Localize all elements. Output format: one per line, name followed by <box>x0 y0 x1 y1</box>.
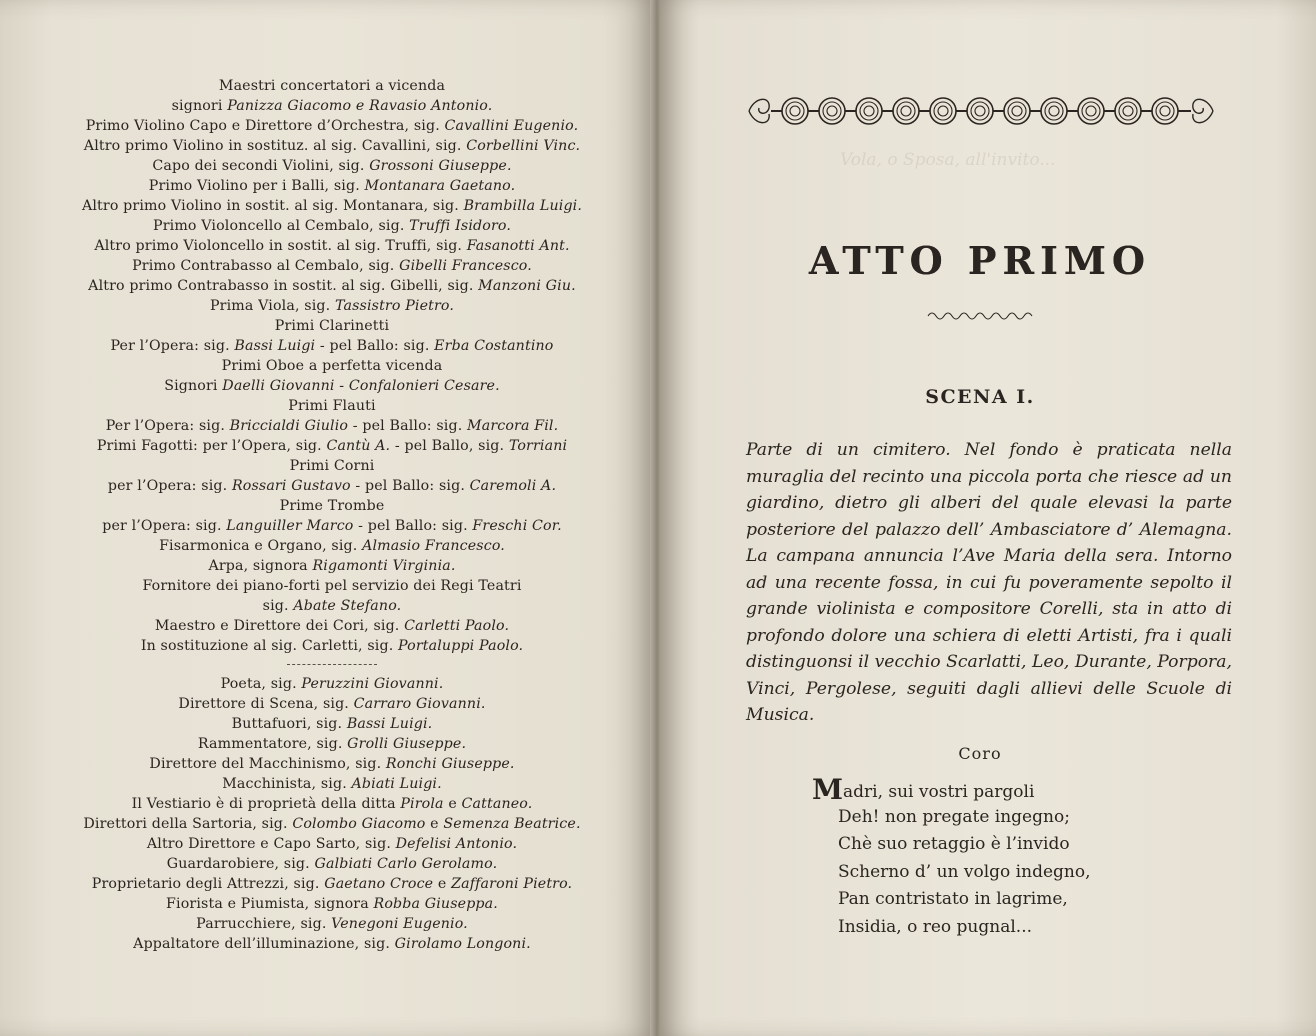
person-name: Abate Stefano. <box>293 598 402 614</box>
credit-role: Prima Viola, sig. <box>209 298 335 314</box>
credit-line <box>56 336 608 356</box>
credit-role: Capo dei secondi Violini, sig. <box>152 158 370 174</box>
credit-role: Fornitore dei piano-forti pel servizio dei Regi Teatri <box>142 578 522 594</box>
credit-role: Altro primo Violino in sostituz. al sig. Cavallini, sig. <box>83 138 467 154</box>
person-name: Caremoli A. <box>469 478 557 494</box>
credit-role: sig. <box>262 598 294 614</box>
credit-role: Direttore di Scena, sig. <box>178 696 354 712</box>
credit-role: Rammentatore, sig. <box>197 736 348 752</box>
credit-line <box>56 774 608 794</box>
person-name: Montanara Gaetano. <box>364 178 516 194</box>
credit-role: Per l’Opera: sig. <box>110 338 235 354</box>
person-name: Bassi Luigi <box>234 338 316 354</box>
credit-role: e <box>425 816 444 832</box>
person-name: Portaluppi Paolo. <box>398 638 524 654</box>
credit-role: Altro Direttore e Capo Sarto, sig. <box>146 836 396 852</box>
person-name: Peruzzini Giovanni. <box>301 676 444 692</box>
credit-line <box>56 216 608 236</box>
verse-line: Insidia, o reo pugnal... <box>838 916 1032 937</box>
credit-line <box>56 754 608 774</box>
person-name: Abiati Luigi. <box>351 776 442 792</box>
credit-line <box>56 636 608 656</box>
credit-line <box>56 674 608 694</box>
person-name: Gibelli Francesco. <box>399 258 532 274</box>
scene-title: SCENA I. <box>925 386 1035 408</box>
person-name: Briccialdi Giulio <box>229 418 349 434</box>
credit-role: Poeta, sig. <box>220 676 302 692</box>
credit-role: Parrucchiere, sig. <box>196 916 332 932</box>
person-name: Cavallini Eugenio. <box>444 118 579 134</box>
person-name: Truffi Isidoro. <box>409 218 511 234</box>
credit-line <box>56 576 608 596</box>
credit-role: Primi Flauti <box>288 398 376 414</box>
credit-line <box>56 694 608 714</box>
credit-line <box>56 316 608 336</box>
person-name: Torriani <box>508 438 568 454</box>
verse-line: Deh! non pregate ingegno; <box>838 806 1070 827</box>
credit-line <box>56 714 608 734</box>
person-name: Ronchi Giuseppe. <box>385 756 515 772</box>
person-name: Erba Costantino <box>434 338 554 354</box>
credit-line <box>56 596 608 616</box>
credit-line <box>56 436 608 456</box>
credit-role: Primo Violino Capo e Direttore d’Orchestra, sig. <box>85 118 445 134</box>
credit-role: Arpa, signora <box>208 558 313 574</box>
squiggle-rule-icon <box>926 308 1036 322</box>
credit-role: Primi Clarinetti <box>274 318 390 334</box>
credit-line <box>56 914 608 934</box>
staff-credits <box>56 674 608 954</box>
credit-role: - pel Ballo, sig. <box>390 438 509 454</box>
person-name: Cattaneo. <box>461 796 533 812</box>
credit-line <box>56 556 608 576</box>
credit-role: Il Vestiario è di proprietà della ditta <box>131 796 401 812</box>
credit-line <box>56 176 608 196</box>
credit-role: Primi Corni <box>289 458 375 474</box>
credit-line <box>56 296 608 316</box>
credit-role: Appaltatore dell’illuminazione, sig. <box>133 936 395 952</box>
credit-role: - pel Ballo: sig. <box>350 478 470 494</box>
credit-role: - pel Ballo: sig. <box>353 518 473 534</box>
chorus-label: Coro <box>958 744 1002 763</box>
credit-role: Primi Oboe a perfetta vicenda <box>221 358 443 374</box>
credit-line <box>56 536 608 556</box>
credit-role: per l’Opera: sig. <box>107 478 232 494</box>
credit-line <box>56 854 608 874</box>
credit-role: Altro primo Violoncello in sostit. al sig. Truffi, sig. <box>94 238 467 254</box>
credit-line <box>56 356 608 376</box>
verse-line: Chè suo retaggio è l’invido <box>838 834 1070 854</box>
section-divider <box>287 664 377 674</box>
credit-role: Primo Violoncello al Cembalo, sig. <box>153 218 410 234</box>
person-name: Girolamo Longoni. <box>394 936 531 952</box>
credit-role: Primo Violino per i Balli, sig. <box>148 178 365 194</box>
credit-line <box>56 136 608 156</box>
credit-line <box>56 894 608 914</box>
credit-role: per l’Opera: sig. <box>102 518 227 534</box>
credit-role: e <box>433 876 452 892</box>
credit-role: Direttore del Macchinismo, sig. <box>149 756 386 772</box>
credit-line <box>56 416 608 436</box>
credit-line <box>56 396 608 416</box>
credit-line <box>56 376 608 396</box>
credit-role: Altro primo Violino in sostit. al sig. Montanara, sig. <box>81 198 464 214</box>
person-name: Almasio Francesco. <box>362 538 505 554</box>
credit-role: Fiorista e Piumista, signora <box>166 896 374 912</box>
orchestra-credits <box>56 76 608 656</box>
credit-role: In sostituzione al sig. Carletti, sig. <box>140 638 399 654</box>
credit-line <box>56 236 608 256</box>
credit-line <box>56 734 608 754</box>
credit-role: Prime Trombe <box>279 498 385 514</box>
person-name: Colombo Giacomo <box>292 816 426 832</box>
credit-role: e <box>443 796 462 812</box>
credit-role: Macchinista, sig. <box>222 776 352 792</box>
credit-line <box>56 156 608 176</box>
credit-role: Primi Fagotti: per l’Opera, sig. <box>96 438 327 454</box>
credit-line <box>56 794 608 814</box>
person-name: Daelli Giovanni - Confalonieri Cesare. <box>222 378 500 394</box>
credit-role: Altro primo Contrabasso in sostit. al sig. Gibelli, sig. <box>88 278 479 294</box>
credit-role: Maestri concertatori a vicenda <box>218 78 446 94</box>
credit-line <box>56 934 608 954</box>
person-name: Pirola <box>400 796 444 812</box>
credit-line <box>56 196 608 216</box>
person-name: Galbiati Carlo Gerolamo. <box>314 856 498 872</box>
verse-line: Pan contristato in lagrime, <box>838 889 1068 909</box>
person-name: Tassistro Pietro. <box>334 298 455 314</box>
credit-line <box>56 256 608 276</box>
stage-direction-text: Parte di un cimitero. Nel fondo è praticata nella muraglia del recinto una piccola porta che riesce ad un giardino, dietro gli alberi del quale elevasi la parte posteriore del palazzo dell’ Ambasciatore d’ Alemagna. La campana annuncia l’Ave Maria della sera. Intorno ad una recente fossa, in cui fu poveramente sepolto il grande violinista e compositore Corelli, sta in atto di profondo dolore una schiera di eletti Artisti, fra i quali distinguonsi il vecchio Scarlatti, Leo, Durante, Porpora, Vinci, Pergolese, seguiti dagli allievi delle Scuole di Musica. <box>746 440 1232 725</box>
credit-role: Guardarobiere, sig. <box>166 856 315 872</box>
credit-role: Maestro e Direttore dei Cori, sig. <box>154 618 405 634</box>
credit-line <box>56 814 608 834</box>
credit-role: - pel Ballo: sig. <box>315 338 435 354</box>
person-name: Robba Giuseppa. <box>373 896 498 912</box>
person-name: Zaffaroni Pietro. <box>451 876 573 892</box>
person-name: Panizza Giacomo e Ravasio Antonio. <box>227 98 493 114</box>
credit-role: Signori <box>164 378 223 394</box>
credit-line <box>56 276 608 296</box>
person-name: Manzoni Giu. <box>478 278 576 294</box>
credit-line <box>56 116 608 136</box>
stage-direction <box>724 437 1232 729</box>
person-name: Carraro Giovanni. <box>353 696 486 712</box>
person-name: Defelisi Antonio. <box>395 836 518 852</box>
person-name: Corbellini Vinc. <box>466 138 581 154</box>
credit-line <box>56 516 608 536</box>
credit-role: Fisarmonica e Organo, sig. <box>159 538 363 554</box>
credit-line <box>56 476 608 496</box>
credits-list <box>56 76 608 954</box>
person-name: Rigamonti Virginia. <box>312 558 456 574</box>
credit-line <box>56 834 608 854</box>
chorus-verses <box>812 773 1152 941</box>
credit-role: - pel Ballo: sig. <box>348 418 468 434</box>
person-name: Semenza Beatrice. <box>443 816 581 832</box>
person-name: Cantù A. <box>326 438 391 454</box>
person-name: Languiller Marco <box>226 518 354 534</box>
person-name: Bassi Luigi. <box>346 716 433 732</box>
scroll-ornament-icon <box>745 86 1217 136</box>
person-name: Grossoni Giuseppe. <box>369 158 512 174</box>
person-name: Brambilla Luigi. <box>463 198 583 214</box>
credit-role: Direttori della Sartoria, sig. <box>83 816 293 832</box>
credit-line <box>56 496 608 516</box>
credit-line <box>56 874 608 894</box>
verse-dropcap: M <box>812 773 843 806</box>
person-name: Grolli Giuseppe. <box>347 736 467 752</box>
credit-line <box>56 76 608 96</box>
person-name: Rossari Gustavo <box>231 478 351 494</box>
credit-line <box>56 96 608 116</box>
credit-role: Per l’Opera: sig. <box>105 418 230 434</box>
verse-line: Scherno d’ un volgo indegno, <box>838 861 1091 882</box>
person-name: Marcora Fil. <box>467 418 559 434</box>
person-name: Fasanotti Ant. <box>466 238 570 254</box>
person-name: Carletti Paolo. <box>404 618 510 634</box>
person-name: Gaetano Croce <box>324 876 434 892</box>
credit-role: Proprietario degli Attrezzi, sig. <box>91 876 325 892</box>
credit-line <box>56 456 608 476</box>
credit-role: Primo Contrabasso al Cembalo, sig. <box>132 258 400 274</box>
credit-role: Buttafuori, sig. <box>231 716 347 732</box>
bleed-through-text: Vola, o Sposa, all'invito... <box>840 150 1056 170</box>
person-name: Venegoni Eugenio. <box>331 916 468 932</box>
left-page <box>0 0 654 1036</box>
act-title: ATTO PRIMO <box>808 238 1152 283</box>
person-name: Freschi Cor. <box>472 518 562 534</box>
credit-line <box>56 616 608 636</box>
verse-line: Madri, sui vostri pargoli <box>812 773 1035 806</box>
credit-role: signori <box>171 98 228 114</box>
